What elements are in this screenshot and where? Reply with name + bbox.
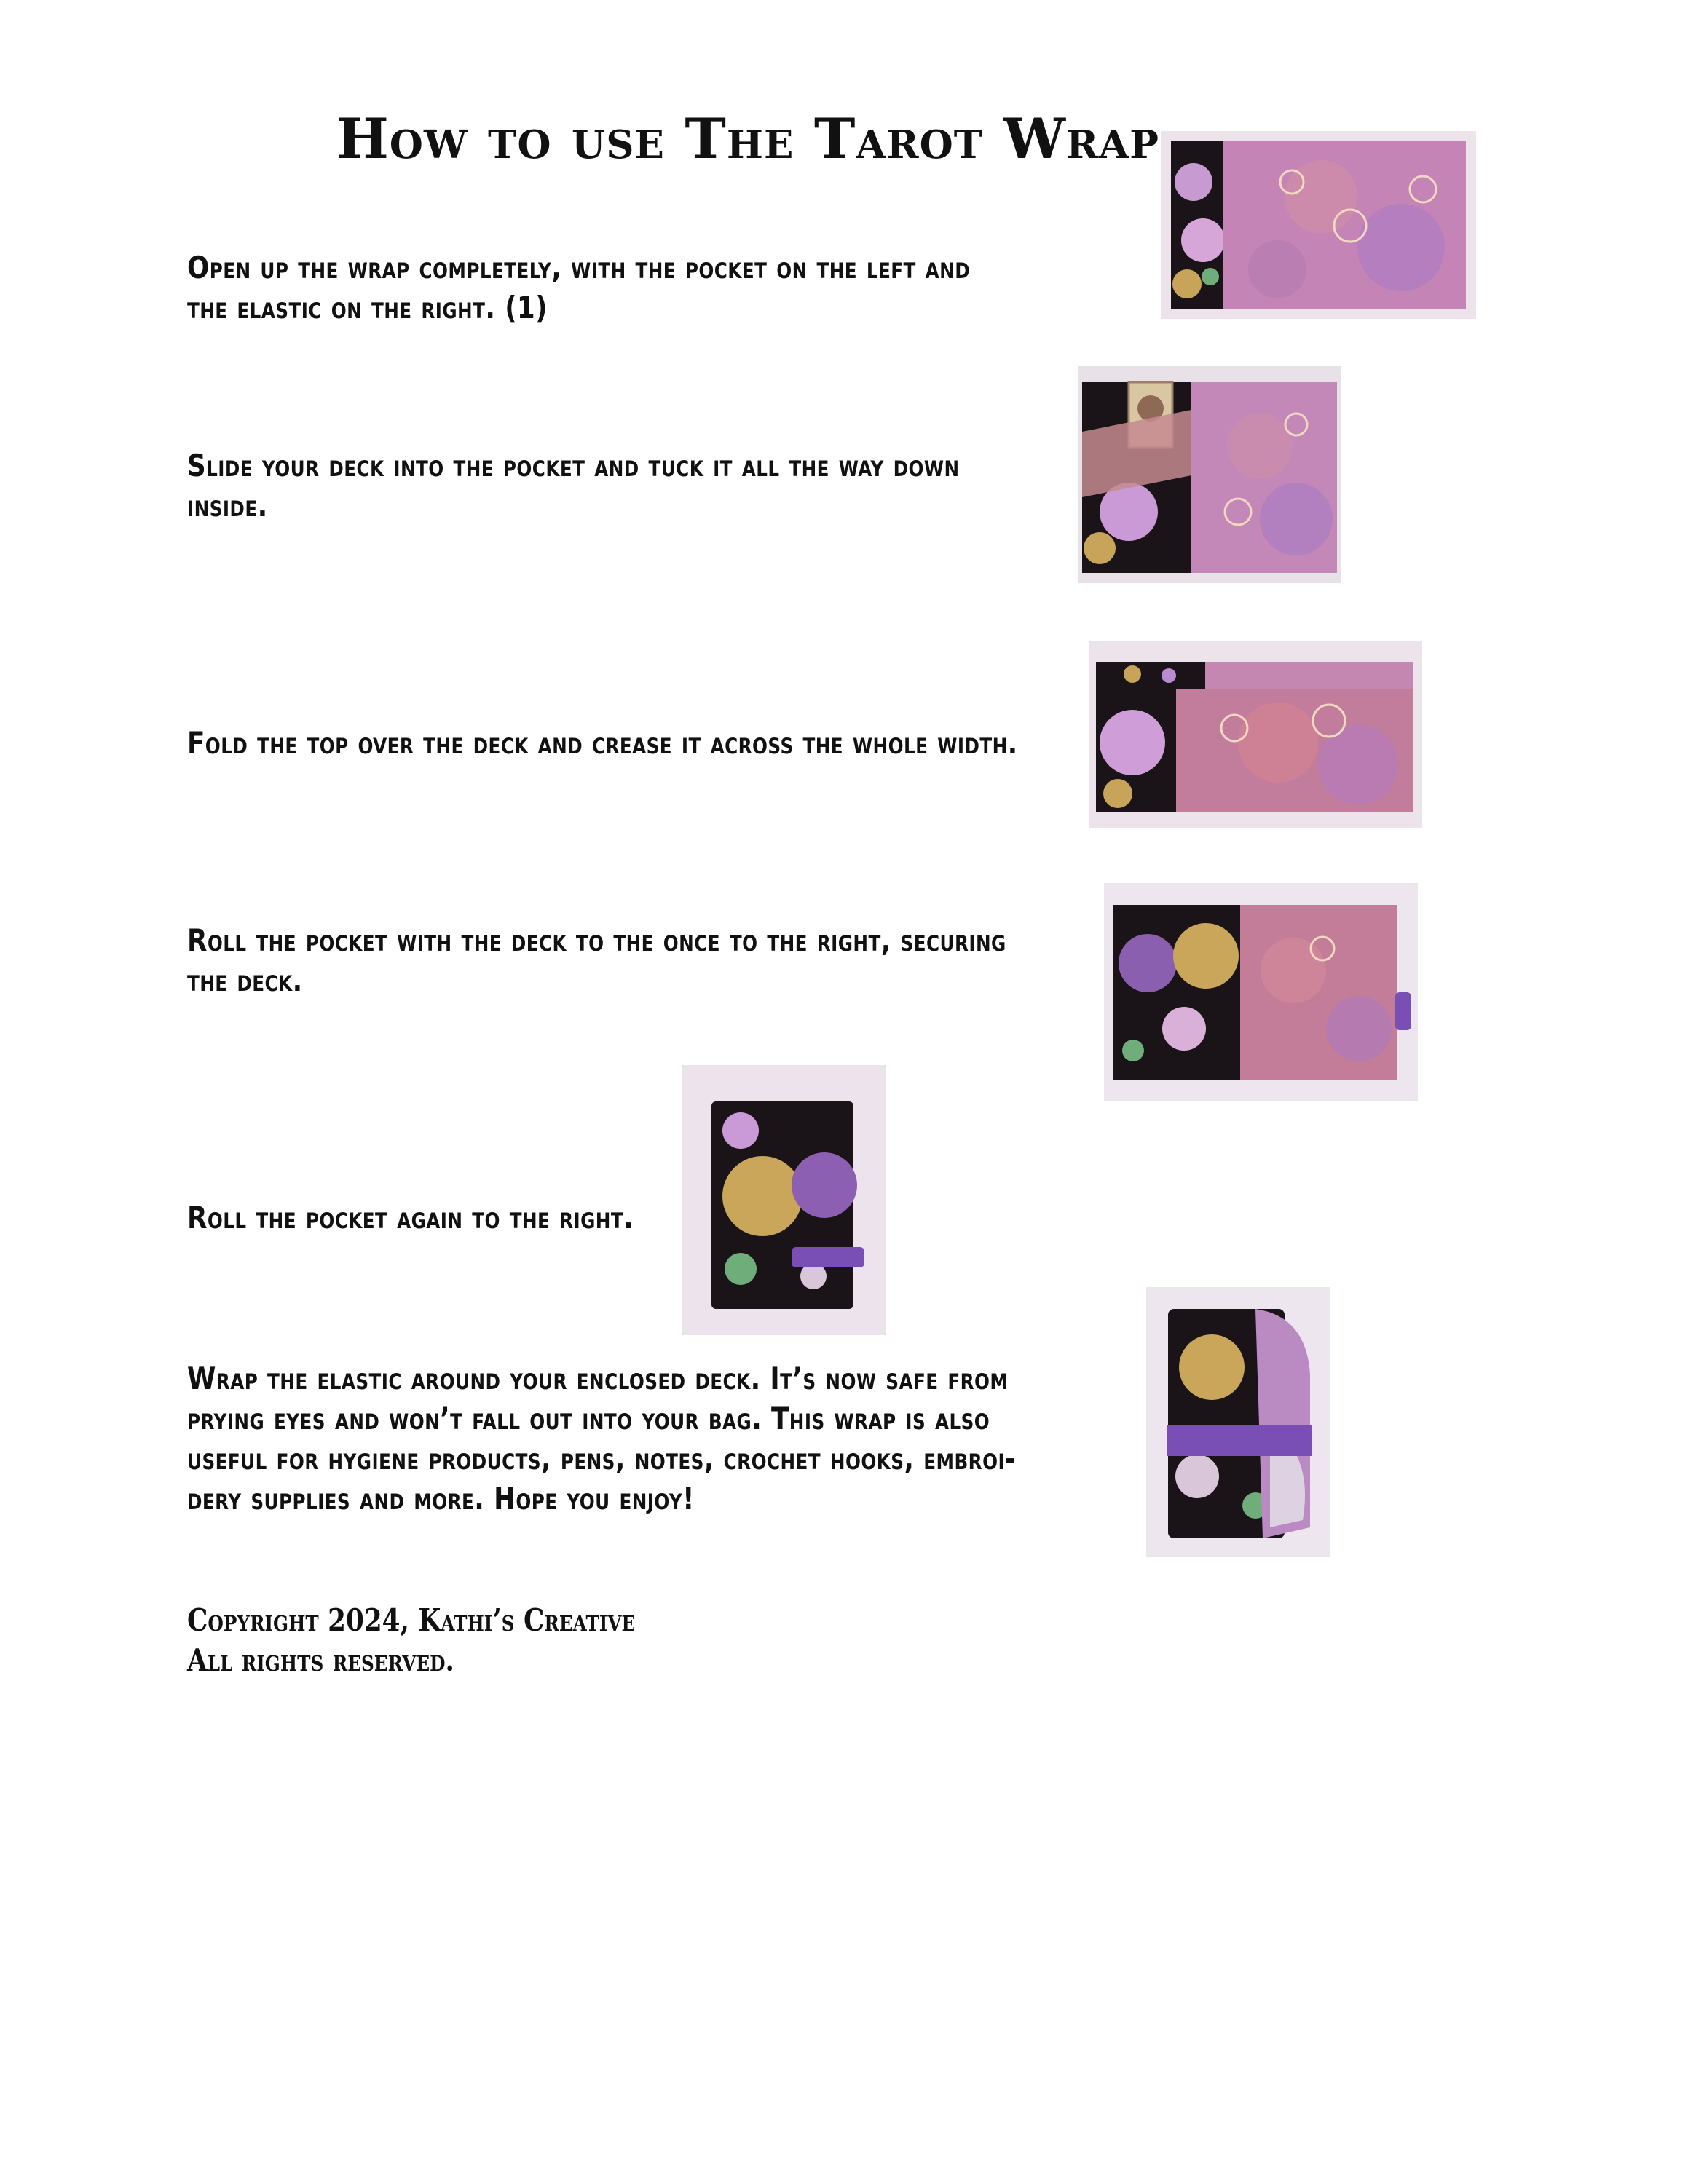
step-2-text: Slide your deck into the pocket and tuck it all the way down inside. — [187, 448, 960, 523]
copyright-line-1: Copyright 2024, Kathi’s Creative — [187, 1602, 636, 1638]
step-3-text: Fold the top over the deck and crease it across the whole width. — [187, 725, 1018, 761]
page-title: How to use The Tarot Wrap — [336, 106, 1160, 171]
step-4-text: Roll the pocket with the deck to the once to the right, securing the deck. — [187, 922, 1006, 998]
step-4-photo — [1104, 883, 1418, 1101]
step-2-photo — [1078, 366, 1341, 583]
step-6-photo — [1146, 1287, 1330, 1557]
step-6-text: Wrap the elastic around your enclosed deck. It’s now safe from prying eyes and won’t fall out into your bag. This wrap is also useful for hygiene products, pens, notes, crochet hooks, embroi- dery supplies and more. Hope you enjoy! — [187, 1361, 1017, 1516]
copyright-notice — [187, 1600, 635, 1680]
step-1-text: Open up the wrap completely, with the pocket on the left and the elastic on the right. (1) — [187, 250, 971, 325]
step-5-text: Roll the pocket again to the right. — [187, 1200, 634, 1235]
copyright-line-2: All rights reserved. — [187, 1642, 454, 1678]
step-5-photo — [682, 1065, 886, 1335]
step-1-photo — [1161, 131, 1476, 319]
step-3-photo — [1089, 641, 1422, 828]
